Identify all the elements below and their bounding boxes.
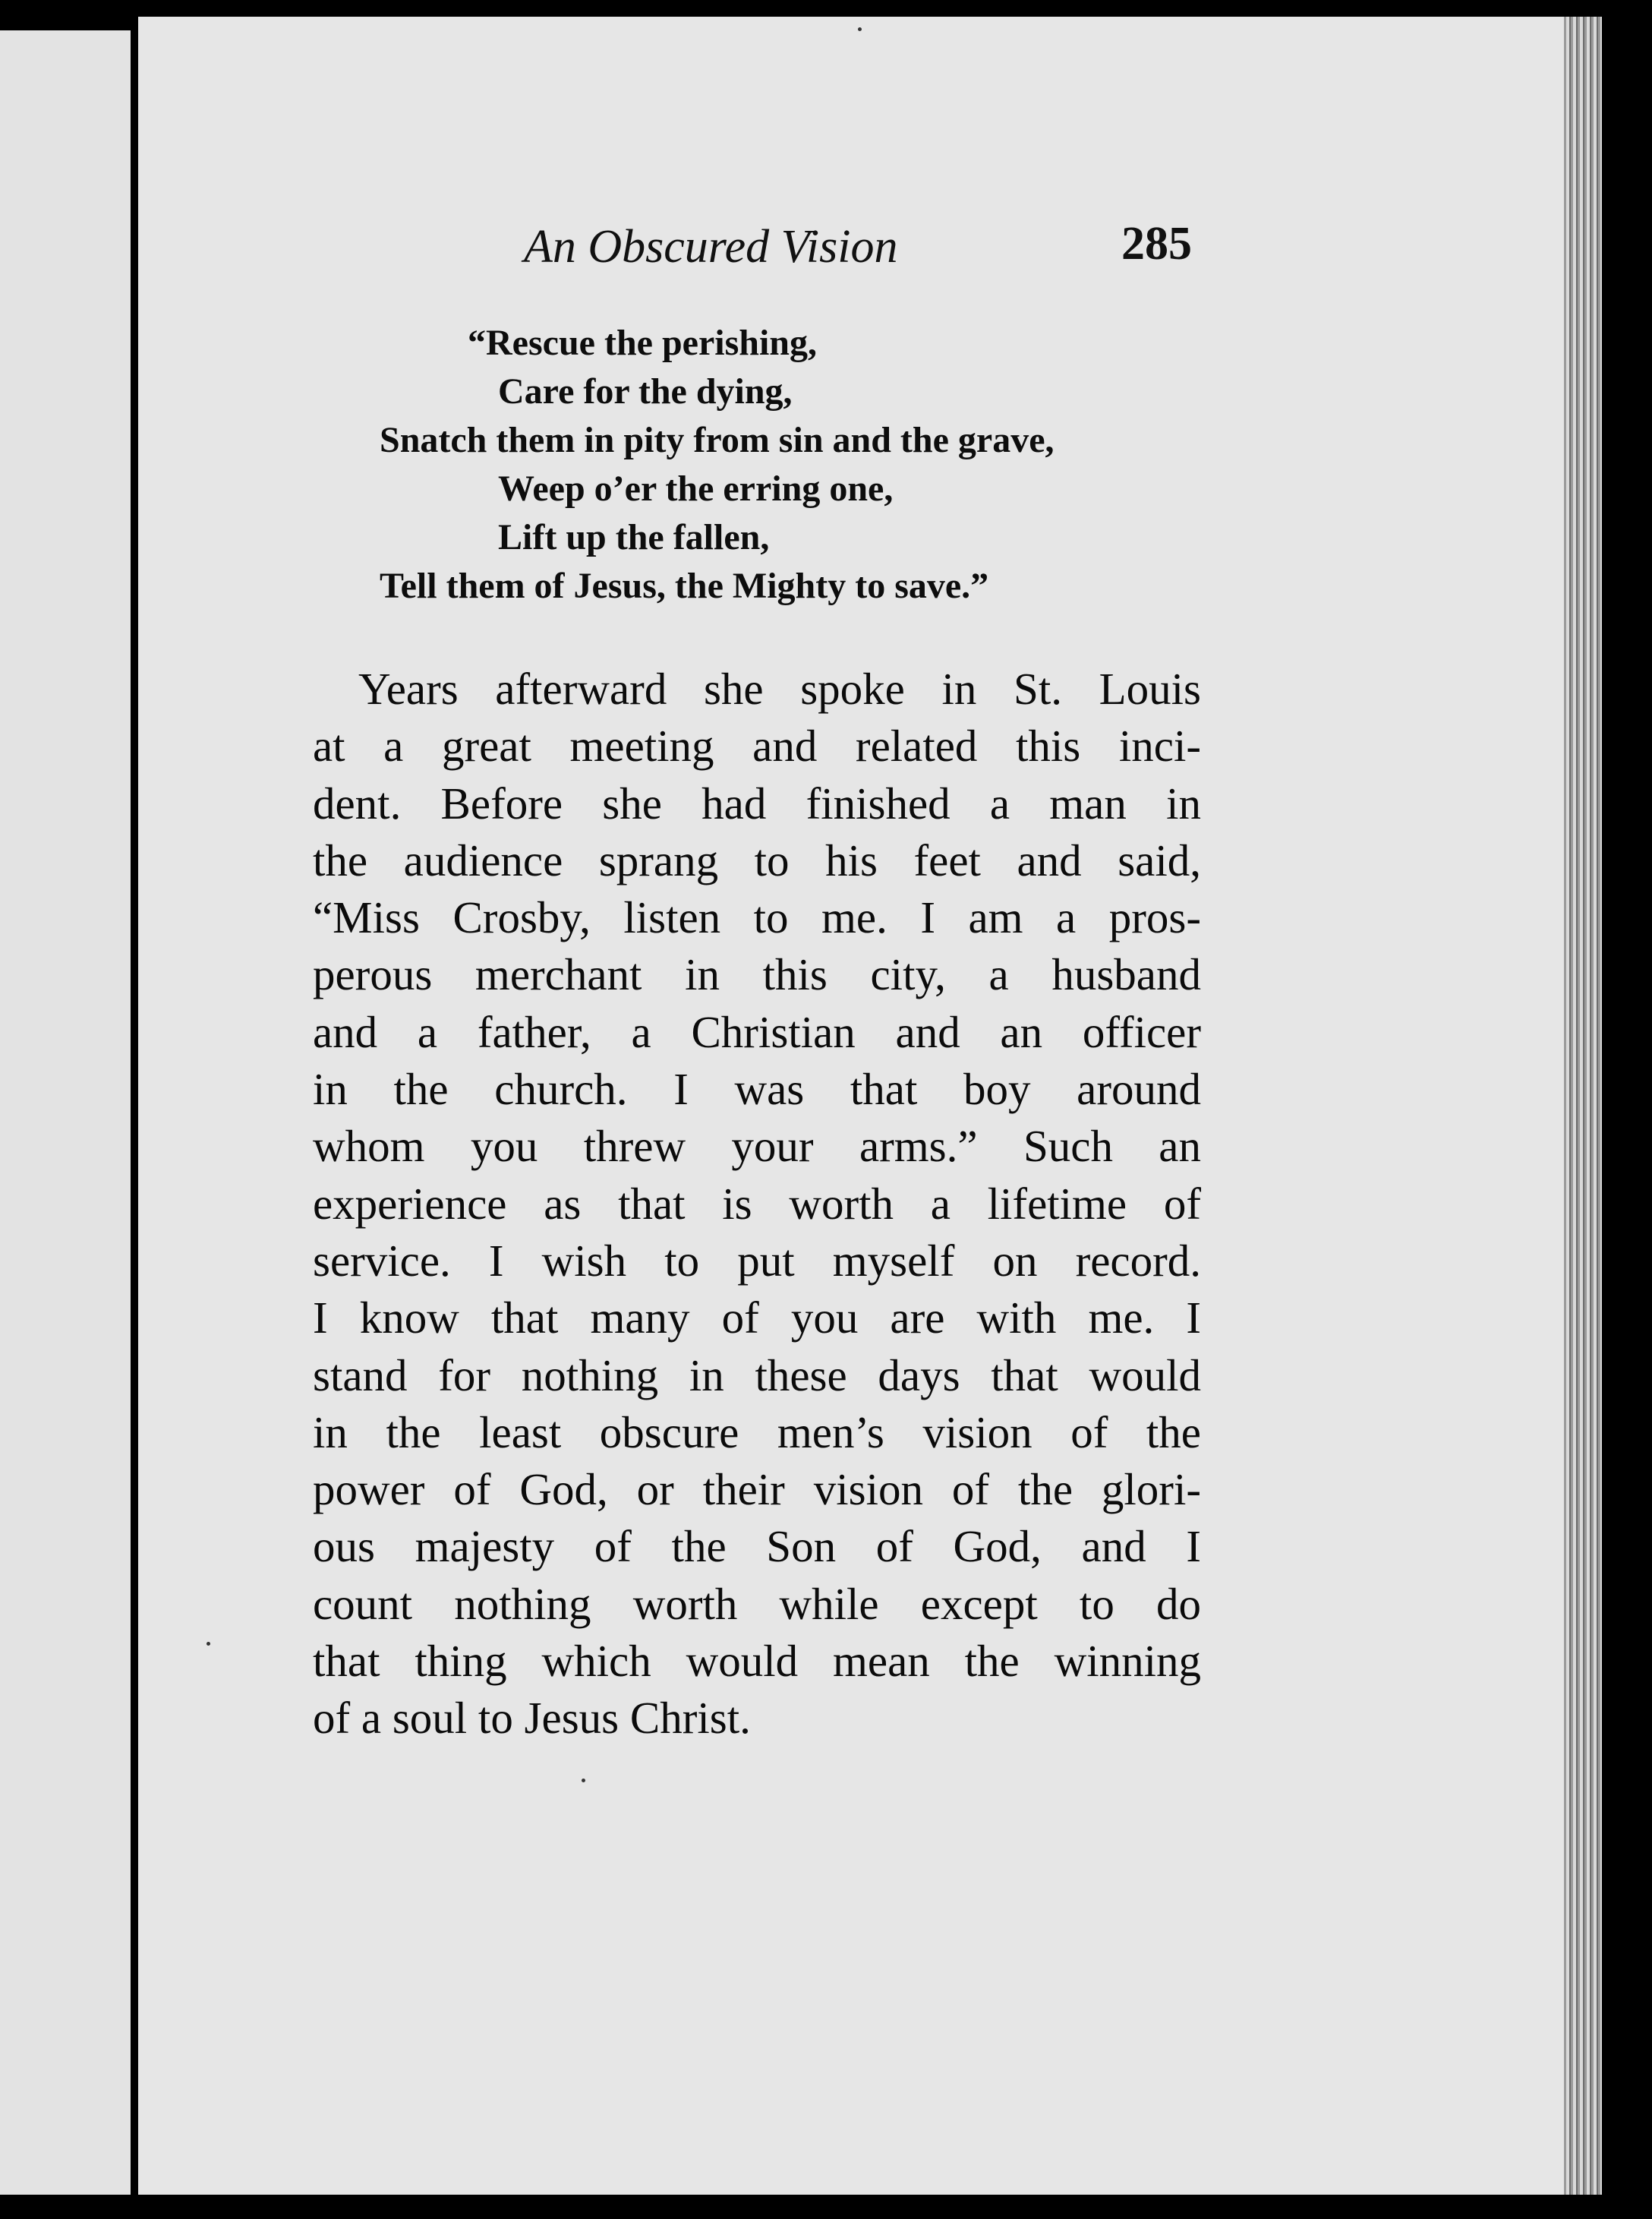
body-paragraph — [313, 661, 1201, 1747]
running-head — [524, 220, 1192, 281]
text-line: I know that many of you are with me. I — [313, 1293, 1201, 1343]
text-line: the audience sprang to his feet and said, — [313, 835, 1201, 885]
text-line: and a father, a Christian and an officer — [313, 1006, 1201, 1057]
paper-speck — [858, 27, 862, 31]
text-line: perous merchant in this city, a husband — [313, 949, 1201, 1000]
verse-line: Snatch them in pity from sin and the grave, — [380, 420, 1055, 460]
text-line: at a great meeting and related this inci- — [313, 721, 1201, 772]
verse-line: Lift up the fallen, — [498, 517, 770, 557]
verse-line: Weep o’er the erring one, — [498, 469, 894, 509]
verse-line: “Rescue the perishing, — [468, 323, 817, 363]
text-line: of a soul to Jesus Christ. — [313, 1693, 751, 1744]
verse-line: Care for the dying, — [498, 371, 793, 412]
verse-line: Tell them of Jesus, the Mighty to save.” — [380, 566, 989, 606]
paper-speck — [206, 1642, 210, 1646]
text-line: in the church. I was that boy around — [313, 1064, 1201, 1115]
page-number: 285 — [1121, 218, 1192, 270]
text-line: Years afterward she spoke in St. Louis — [358, 664, 1201, 714]
text-line: “Miss Crosby, listen to me. I am a pros- — [313, 892, 1201, 943]
paper-speck — [582, 1779, 585, 1782]
text-line: dent. Before she had finished a man in — [313, 778, 1201, 829]
text-line: in the least obscure men’s vision of the — [313, 1406, 1201, 1457]
text-line: stand for nothing in these days that would — [313, 1349, 1201, 1400]
text-line: service. I wish to put myself on record. — [313, 1235, 1201, 1286]
hymn-verse — [380, 319, 1215, 611]
page-stack-edge — [1564, 17, 1602, 2195]
text-line: count nothing worth while except to do — [313, 1578, 1201, 1629]
facing-page-edge — [0, 30, 131, 2195]
text-line: power of God, or their vision of the glori- — [313, 1464, 1201, 1515]
text-line: that thing which would mean the winning — [313, 1636, 1201, 1687]
text-line: experience as that is worth a lifetime of — [313, 1178, 1201, 1229]
text-line: whom you threw your arms.” Such an — [313, 1121, 1201, 1172]
running-title: An Obscured Vision — [524, 221, 898, 273]
text-line: ous majesty of the Son of God, and I — [313, 1521, 1201, 1572]
